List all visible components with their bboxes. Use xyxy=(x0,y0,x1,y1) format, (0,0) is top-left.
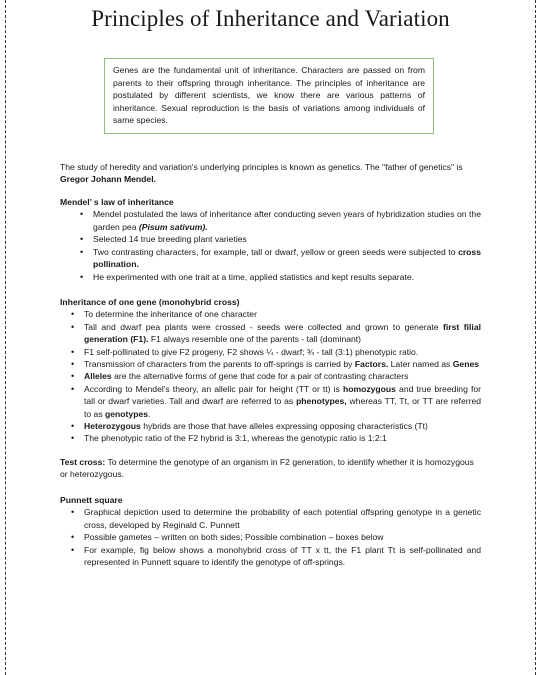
item-text: Tall and dwarf pea plants were crossed - seeds were collected and grown to generate xyxy=(84,321,444,332)
intro-bold: Gregor Johann Mendel. xyxy=(60,174,156,185)
item-bold: homozygous xyxy=(342,383,396,394)
item-text: F1 always resemble one of the parents - tall (dominant) xyxy=(148,334,362,345)
item-bold: Genes xyxy=(452,359,480,370)
item-bold: Factors. xyxy=(354,359,389,370)
list-item: • Graphical depiction used to determine the probability of each potential offspring genotype in a genetic cross, developed by Reginald C. Punnett xyxy=(84,506,481,531)
list-item xyxy=(93,208,481,233)
item-text: and true breeding for tall or dwarf varieties. Tall and dwarf are referred to as xyxy=(84,383,481,407)
list-item xyxy=(84,420,481,432)
list-item: • He experimented with one trait at a time, applied statistics and kept results separate. xyxy=(93,271,481,283)
item-bold: Heterozygous xyxy=(84,421,141,432)
punnett-heading: Punnett square xyxy=(60,494,123,505)
test-cross-paragraph xyxy=(60,456,481,481)
monohybrid-heading: Inheritance of one gene (monohybrid cross) xyxy=(60,296,240,307)
item-text: Transmission of characters from the parents to off-springs is carried by xyxy=(84,359,355,370)
item-text: According to Mendel's theory, an allelic pair for height (TT or tt) is xyxy=(84,383,343,394)
item-text: hybrids are those that have alleles expressing opposing characteristics (Tt) xyxy=(140,421,428,432)
list-item: • The phenotypic ratio of the F2 hybrid is 3:1, whereas the genotypic ratio is 1:2:1 xyxy=(84,432,481,444)
monohybrid-list xyxy=(60,308,481,444)
item-bold: first filial generation (F1). xyxy=(84,321,481,345)
list-item xyxy=(84,358,481,370)
list-item: • To determine the inheritance of one character xyxy=(84,308,481,320)
intro-paragraph xyxy=(60,161,481,186)
mendel-heading: Mendel’ s law of inheritance xyxy=(60,196,174,207)
summary-box: Genes are the fundamental unit of inheritance. Characters are passed on from parents to their offspring through inheritance. The principles of inheritance are postulated by different scientists, we know there are various patterns of inheritance. Sexual reproduction is the basis of variations among individuals of same species. xyxy=(104,58,434,134)
item-text: whereas TT, Tt, or TT are referred to as xyxy=(84,396,482,419)
list-item: • Selected 14 true breeding plant varieties xyxy=(93,233,481,245)
item-text: Mendel postulated the laws of inheritance after conducting seven years of hybridization studies on the garden pea xyxy=(93,209,481,232)
list-item xyxy=(84,321,481,346)
test-cross-label: Test cross: xyxy=(60,456,106,467)
punnett-list xyxy=(60,506,481,568)
item-bold: phenotypes, xyxy=(296,396,347,407)
item-bold: genotypes xyxy=(105,408,149,419)
list-item: • For example, fig below shows a monohybrid cross of TT x tt, the F1 plant Tt is self-pollinated and represented in Punnett square to identify the genotype of off-springs. xyxy=(84,544,481,569)
mendel-list xyxy=(60,208,481,282)
item-bold: Alleles xyxy=(84,371,112,382)
item-text: Two contrasting characters, for example, tall or dwarf, yellow or green seeds were subjected to xyxy=(93,246,459,257)
list-item xyxy=(93,246,481,271)
list-item xyxy=(84,370,481,382)
item-text: Later named as xyxy=(388,359,453,370)
list-item: • F1 self-pollinated to give F2 progeny, F2 shows ¼ - dwarf; ¾ - tall (3:1) phenotypic ratio. xyxy=(84,346,481,358)
item-bold: cross pollination. xyxy=(93,246,481,270)
test-cross-text: To determine the genotype of an organism in F2 generation, to identify whether it is homozygous or heterozygous. xyxy=(60,456,474,480)
list-item xyxy=(84,383,481,420)
intro-text: The study of heredity and variation's underlying principles is known as genetics. The "father of genetics" is xyxy=(60,161,463,172)
page-title: Principles of Inheritance and Variation xyxy=(91,6,450,31)
list-item: • Possible gametes – written on both sides; Possible combination – boxes below xyxy=(84,531,481,543)
item-bold: (Pisum sativum). xyxy=(138,221,208,232)
item-text: . xyxy=(148,408,151,419)
document-page xyxy=(60,0,481,568)
item-text: are the alternative forms of gene that code for a pair of contrasting characters xyxy=(111,371,409,382)
